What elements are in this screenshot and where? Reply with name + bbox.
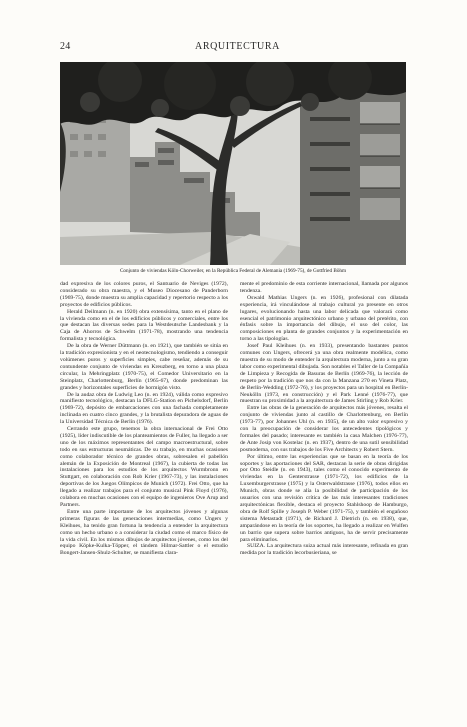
right-paragraph-2: Oswald Mathias Ungers (n. en 1926), profesional con dilatada experiencia, irá vinculándose al trabajo cultural ya presente en otros lugares, evolucionando hasta una labor delicada que valorará como esencial el patrimonio arquitectónico urbano y urbano del pretérito, con énfasis sobre la importancia del dibujo, el uso del color, las composiciones en planta de grandes conjuntos y la experimentación en torno a las tipologías. (240, 294, 408, 343)
body-text (60, 281, 408, 727)
figure-caption: Conjunto de viviendas Köln-Chorweiler, en la República Federal de Alemania (1969-75), de Gottfried Böhm (119, 268, 347, 274)
section-title: ARQUITECTURA (195, 41, 280, 52)
right-paragraph-4: Entre las obras de la generación de arquitectos más jóvenes, resalta el conjunto de viviendas junto al castillo de Charlottenburg, en Berlín (1973-77), por Johannes Uhl (n. en 1935), de un alto valor expresivo y con la preocupación de considerar los antecedentes tipológicos y formales del pasado; interesante es también la casa Malchen (1976-77), de Ante Josip von Kostelac (n. en 1937), dentro de una sutil sensibilidad posmoderna, con sus trabajos de los Five Architects y Robert Stern. (240, 405, 408, 453)
housing-photo (60, 62, 406, 265)
right-paragraph-1: mente el predominio de esta corriente internacional, llamada por algunos tendenza. (240, 281, 408, 294)
right-column (240, 281, 408, 727)
page-number: 24 (60, 41, 71, 52)
right-paragraph-3: Josef Paul Kleihues (n. en 1933), presentando bastantes puntos comunes con Ungers, ofrecerá ya una obra realmente modélica, como muestra de su modo de entender la arquitectura moderna, junto a su gran labor como experimental dibujada. Son notables el Taller de la Compañía de Limpieza y Recogida de Basuras de Berlín (1969-76), la lección de respeto por la tradición que nos da con la Manzana 270 en Vineta Platz, de Berlín-Wedding (1972-76), y los proyectos para un hospital en Berlín-Neukölln (1973, en construcción) y el Park Lenné (1976-77), que muestran su proximidad a la arquitectura de James Stirling y Rob Krier. (240, 343, 408, 405)
right-paragraph-5: Por último, entre las experiencias que se basan en la teoría de los soportes y las aportaciones del SAR, destacan la serie de obras dirigidas por Otto Steidle (n. en 1943), tales como el conocido experimento de viviendas en la Genterstrasse (1971-72), los edificios de la Luxemburgerstrasse (1975) y la Osterwaldstrasse (1976), todos ellos en Munich, obras donde se alía la posibilidad de participación de los usuarios con una revisión crítica de las más interesantes tradiciones arquitectónicas flexible, destaca el proyecto Stahlshoop de Hamburgo, obra de Rolf Spille y Joseph P. Weber (1971-75), y también el engañoso sistema Metastadt (1971), de Richard J. Dietrich (n. en 1938), que, amparándose en la teoría de los soportes, ha llegado a realizar en Wulfen un barrio que supera sobre barrios antiguos, ha de servir precisamente para eliminarlos. (240, 453, 408, 543)
left-paragraph-1: dad expresiva de los colores puros, el Santuario de Neviges (1972), considerado su obra maestra, y el Museo Diocesano de Panderborn (1969-75), donde muestra su amplia capacidad y repertorio respecto a los proyectos de edificios públicos. (60, 281, 228, 308)
left-column (60, 281, 228, 727)
left-paragraph-6: Entre una parte importante de los arquitectos jóvenes y algunas primeras figuras de las generaciones intermedias, como Ungers y Kleihues, ha tenido gran fortuna la tendencia a entender la arquitectura como un hecho urbano o a considerar la ciudad como el marco físico de la vida civil. En los mismos dibujos de arquitectos jóvenes, como los del equipo Köpke-Kulka-Töpper, el tándem Hilmar-Sattler o el estudio Bongert-Jansen-Shulz-Schulter, se manifiesta clara- (60, 508, 228, 557)
left-paragraph-5: Cerrando este grupo, tenemos la obra internacional de Frei Otto (1925), líder indiscutible de los planteamientos de Fuller, ha llegado a ser uno de los máximos representantes del campo macroestructural, sobre todo en sus estructuras neumáticas. De su trabajo, en muchas ocasiones como colaborador técnico de grandes obras, sobresalen el pabellón alemán de la Exposición de Montreal (1967), la cubierta de todas las instalaciones para los estudios de los arquitectos Wurmbronn en Stuttgart, en colaboración con Rob Krier (1967-73), y las instalaciones deportivas de los Juegos Olímpicos de Munich (1972). Frei Otto, que ha llegado a realizar trabajos para el conjunto musical Pink Floyd (1976), colabora en muchas ocasiones con el equipo de ingenieros Ove Arup and Partners. (60, 426, 228, 508)
left-paragraph-3: De la obra de Werner Düttmann (n. en 1921), que también se sitúa en la tradición expresionista y en el neotecnologismo, tendiendo a conseguir volúmenes puros y superficies simples, cabe reseñar, además de su contundente conjunto de viviendas en Kreuzberg, en torno a una plaza circular, la Mehringplatz (1970-75), el Comedor Universitario en la Steinplatz, Charlottenburg, Berlín (1965-67), donde predominan las grandes y horizontales superficies de hormigón visto. (60, 343, 228, 391)
page-header (60, 41, 415, 55)
right-paragraph-6: SUIZA. La arquitectura suiza actual más interesante, refinada en gran medida por la tradición lecorbusieriana, se (240, 543, 408, 557)
left-paragraph-2: Herald Deilmann (n. en 1920) obra extensísima, tanto en el plano de la vivienda como en el de los edificios públicos y comerciales, entre los que destacan las diversas sedes para la Westdeutsche Landesbank y la Caja de Ahorros de Schwelm (1971-78), mostrando una tendencia formalista y tecnológica. (60, 308, 228, 343)
housing-photo-illustration (60, 62, 406, 265)
left-paragraph-4: De la audaz obra de Ludwig Leo (n. en 1924), válida como expresivo manifiesto tecnológico, destacan la DFLG-Station en Pichelsdorf, Berlín (1969-72), depósito de embarcaciones con una fachada completamente inclinada en cuatro cinco grandes, y la brutalista depuradora de aguas de la Universidad Técnica de Berlín (1976). (60, 391, 228, 426)
